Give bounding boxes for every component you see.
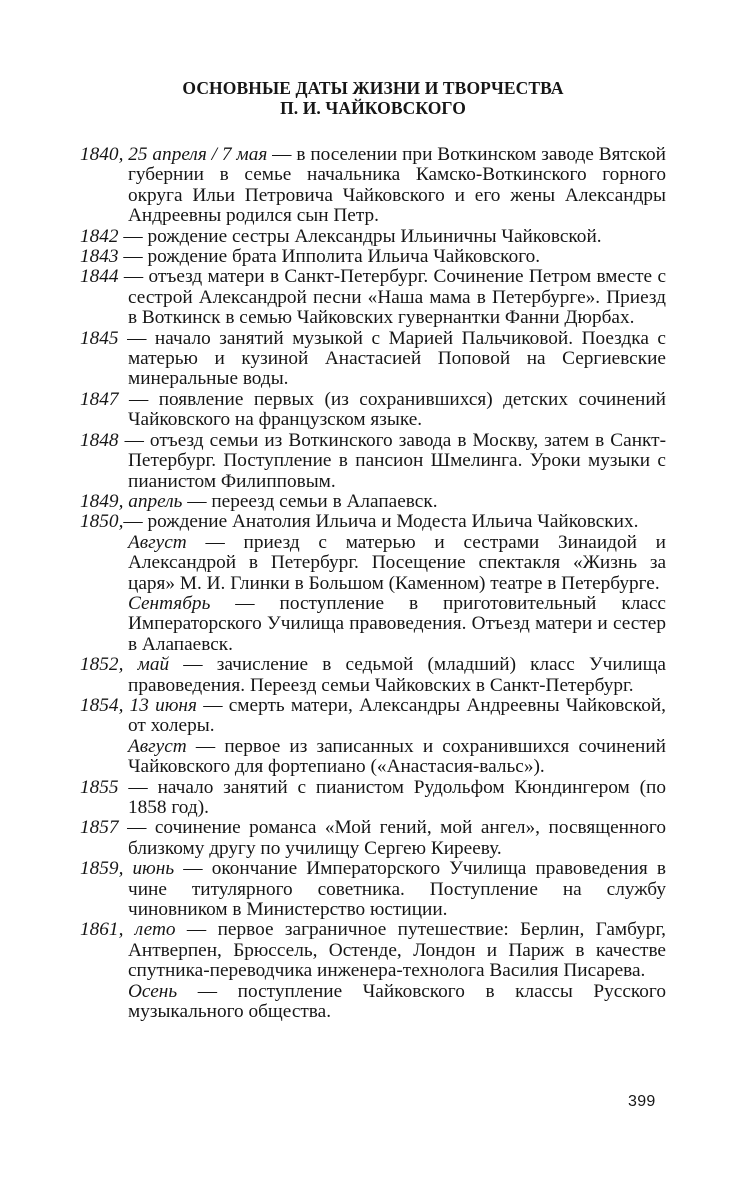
entry-text: — отъезд матери в Санкт-Петербург. Сочинение Петром вместе с сестрой Александрой песни «Наша мама в Петербурге». Приезд в Воткинск в семью Чайковских гувернантки Фанни Дюрбах.	[118, 266, 666, 329]
chronology-entry	[80, 431, 666, 492]
page-title	[80, 78, 666, 118]
subentry-label: Сентябрь	[128, 592, 211, 614]
entry-text: — переезд семьи в Алапаевск.	[182, 490, 438, 512]
entry-text: — отъезд семьи из Воткинского завода в Москву, затем в Санкт-Петербург. Поступление в пансион Шмелинга. Уроки музыки с пианистом Филипповым.	[118, 429, 666, 492]
subentry-label: Август	[128, 735, 187, 757]
chronology-entry	[80, 227, 666, 247]
subentry-text: — первое из записанных и сохранившихся сочинений Чайковского для фортепиано («Анастасия-вальс»).	[128, 735, 666, 778]
entry-text: — окончание Императорского Училища правоведения в чине титулярного советника. Поступление на службу чиновником в Министерство юстиции.	[128, 858, 666, 921]
entry-date: 1845	[80, 327, 119, 349]
entry-date: 1848	[80, 429, 119, 451]
chronology-subentry	[80, 982, 666, 1023]
entry-date: 1849, апрель	[80, 490, 183, 512]
entry-date: 1842	[80, 225, 119, 247]
chronology-entry	[80, 920, 666, 981]
entry-text: — в поселении при Воткинском заводе Вятской губернии в семье начальника Камско-Воткинского горного округа Ильи Петровича Чайковского и его жены Александры Андреевны родился сын Петр.	[128, 144, 667, 227]
entry-date: 1857	[80, 817, 119, 839]
entry-text: — начало занятий музыкой с Марией Пальчиковой. Поездка с матерью и кузиной Анастасией Поповой на Сергиевские минеральные воды.	[118, 327, 666, 390]
entry-date: 1859, июнь	[80, 858, 175, 880]
subentry-label: Осень	[128, 980, 178, 1002]
chronology-entry	[80, 247, 666, 267]
entry-text: — сочинение романса «Мой гений, мой ангел», посвященного близкому другу по училищу Сергею Кирееву.	[118, 817, 666, 859]
chronology-entry	[80, 145, 666, 227]
entry-text: — рождение брата Ипполита Ильича Чайковского.	[118, 246, 541, 268]
chronology-entry	[80, 818, 666, 859]
chronology-subentry	[80, 594, 666, 655]
chronology-entry	[80, 778, 666, 819]
title-line-2: П. И. ЧАЙКОВСКОГО	[280, 98, 466, 118]
entry-text: — первое заграничное путешествие: Берлин, Гамбург, Антверпен, Брюссель, Остенде, Лондон и Париж в качестве спутника-переводчика инженера-технолога Василия Писарева.	[128, 919, 666, 982]
subentry-label: Август	[128, 531, 187, 553]
entry-date: 1852, май	[80, 654, 170, 676]
entry-date: 1854, 13 июня	[80, 694, 197, 716]
chronology-subentry	[80, 533, 666, 594]
subentry-text: — поступление в приготовительный класс Императорского Училища правоведения. Отъезд матери и сестер в Алапаевск.	[128, 592, 666, 655]
entry-text: — рождение сестры Александры Ильиничны Чайковской.	[118, 225, 602, 247]
entry-text: — начало занятий с пианистом Рудольфом Кюндингером (по 1858 год).	[118, 776, 666, 818]
chronology-list	[80, 145, 666, 1022]
entry-text: — зачисление в седьмой (младший) класс Училища правоведения. Переезд семьи Чайковских в Санкт-Петербург.	[128, 654, 666, 696]
entry-date: 1850,	[80, 511, 124, 533]
entry-date: 1855	[80, 776, 119, 798]
subentry-text: — приезд с матерью и сестрами Зинаидой и Александрой в Петербург. Посещение спектакля «Жизнь за царя» М. И. Глинки в Большом (Каменном) театре в Петербурге.	[128, 531, 666, 594]
entry-date: 1861, лето	[80, 919, 176, 941]
chronology-entry	[80, 512, 666, 532]
title-line-1: ОСНОВНЫЕ ДАТЫ ЖИЗНИ И ТВОРЧЕСТВА	[182, 78, 564, 98]
chronology-entry	[80, 696, 666, 737]
entry-text: — появление первых (из сохранившихся) детских сочинений Чайковского на французском языке.	[118, 388, 666, 431]
chronology-subentry	[80, 737, 666, 778]
chronology-entry	[80, 267, 666, 328]
entry-text: — смерть матери, Александры Андреевны Чайковской, от холеры.	[128, 694, 666, 737]
entry-date: 1843	[80, 246, 119, 268]
chronology-entry	[80, 655, 666, 696]
entry-date: 1844	[80, 266, 119, 288]
chronology-entry	[80, 859, 666, 920]
chronology-entry	[80, 329, 666, 390]
book-page	[80, 0, 666, 1022]
page-number: 399	[628, 1093, 656, 1110]
entry-date: 1840, 25 апреля / 7 мая	[80, 144, 268, 165]
chronology-entry	[80, 390, 666, 431]
entry-text: — рождение Анатолия Ильича и Модеста Ильича Чайковских.	[123, 511, 639, 533]
subentry-text: — поступление Чайковского в классы Русского музыкального общества.	[128, 980, 666, 1023]
chronology-entry	[80, 492, 666, 512]
entry-date: 1847	[80, 388, 119, 410]
